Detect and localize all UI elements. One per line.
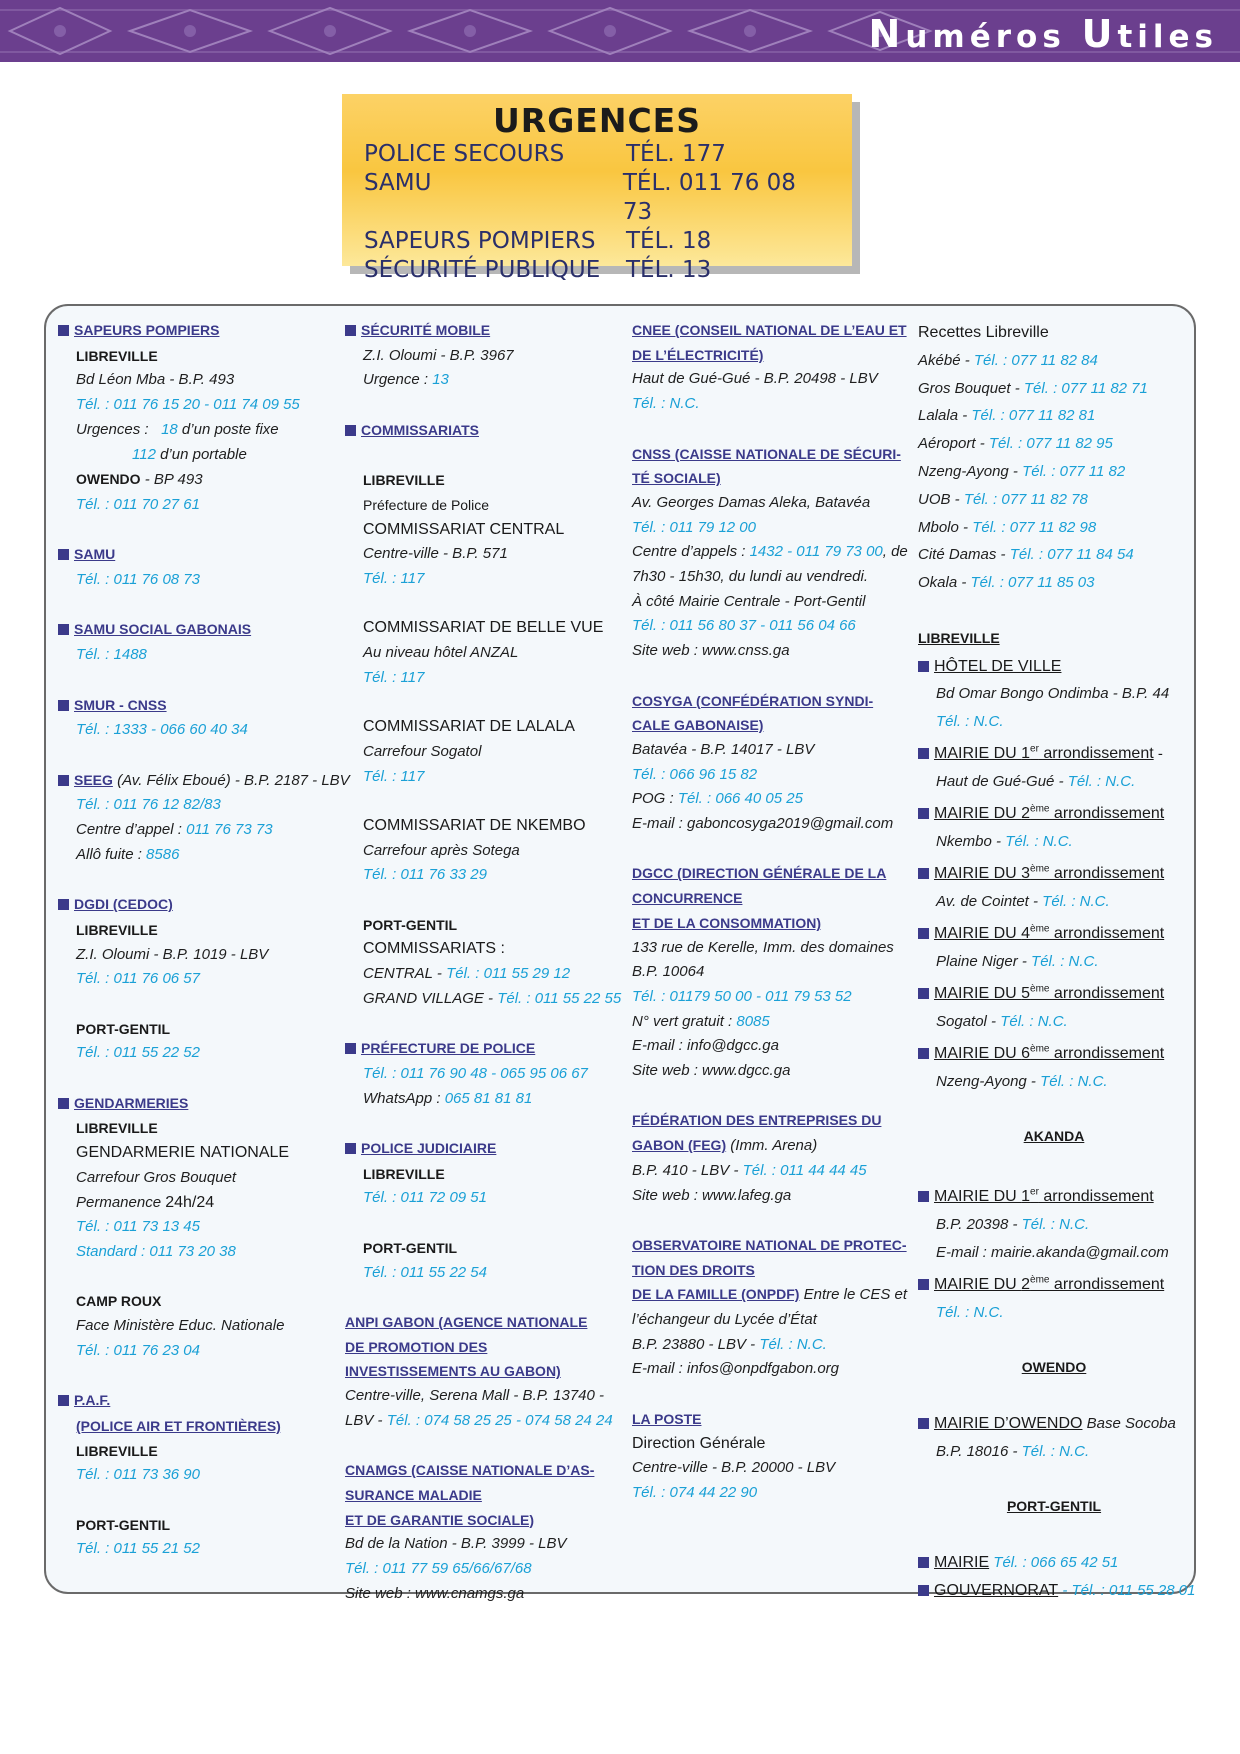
phone: Tél. : N.C. — [1021, 1442, 1090, 1460]
mairie-label: MAIRIE DU — [934, 745, 1022, 763]
city-label: OWENDO — [76, 471, 141, 488]
phone: Tél. : 011 56 80 37 - 011 56 04 66 — [632, 617, 856, 635]
phone: Tél. : 077 11 82 95 — [988, 435, 1113, 453]
urgences-tel: TÉL. 177 — [626, 141, 726, 167]
label: LBV - — [345, 1411, 387, 1429]
phone: Tél. : 011 73 36 90 — [76, 1466, 200, 1484]
section-heading: SAMU SOCIAL GABONAIS — [74, 621, 252, 638]
phone: Tél. : 1488 — [76, 646, 147, 664]
phone: Tél. : 011 55 29 12 — [446, 965, 571, 983]
urgences-label: SÉCURITÉ PUBLIQUE — [364, 257, 601, 283]
website: Site web : www.dgcc.ga — [632, 1062, 791, 1080]
city-label: PORT-GENTIL — [363, 916, 458, 933]
address: Centre-ville - B.P. 571 — [363, 545, 508, 563]
phone: Tél. : 011 76 90 48 - 065 95 06 67 — [363, 1064, 588, 1082]
note: d’un poste fixe — [181, 420, 279, 438]
phone: Tél. : 077 11 82 — [1022, 462, 1126, 480]
website: Site web : www.cnss.ga — [632, 642, 790, 660]
header-banner — [0, 0, 1240, 62]
address: Haut de Gué-Gué - B.P. 20498 - LBV — [632, 370, 878, 388]
address: Nkembo - — [936, 833, 1006, 850]
mairie-number: 6 — [1021, 1044, 1031, 1062]
mairie-arr: arrondissement — [1049, 1044, 1165, 1062]
mairie-arr: arrondissement — [1049, 865, 1165, 883]
address: (Av. Félix Eboué) - B.P. 2187 - LBV — [112, 771, 350, 789]
place-name: GOUVERNORAT — [934, 1581, 1059, 1599]
mairie-ordinal: ème — [1030, 1043, 1050, 1055]
urgences-tel: TÉL. 13 — [626, 257, 712, 283]
note: d’un portable — [160, 445, 247, 463]
phone: Tél. : 077 11 82 71 — [1023, 379, 1148, 397]
section-heading: PRÉFECTURE DE POLICE — [361, 1040, 536, 1057]
address: Bd de la Nation - B.P. 3999 - LBV — [345, 1535, 567, 1553]
mairie-label: MAIRIE DU — [934, 1044, 1022, 1062]
section-heading: LA POSTE — [632, 1410, 702, 1427]
section-heading: PORT-GENTIL — [1006, 1498, 1102, 1515]
section-heading: INVESTISSEMENTS AU GABON) — [345, 1363, 561, 1380]
phone: Tél. : N.C. — [1042, 892, 1110, 910]
place-name: COMMISSARIATS : — [363, 940, 505, 958]
place-name: Aéroport - — [918, 435, 989, 453]
section-heading: ET DE GARANTIE SOCIALE) — [345, 1511, 535, 1528]
city-label: PORT-GENTIL — [363, 1239, 458, 1256]
section-heading: DE PROMOTION DES — [345, 1338, 488, 1355]
address: Base Socoba — [1082, 1414, 1176, 1432]
place-name: Akébé - — [918, 351, 974, 369]
address: Centre-ville - B.P. 20000 - LBV — [632, 1459, 836, 1477]
place-name: MAIRIE — [934, 1553, 990, 1571]
mairie-arr: arrondissement — [1038, 1188, 1154, 1206]
address: Face Ministère Educ. Nationale — [76, 1317, 285, 1334]
address: Au niveau hôtel ANZAL — [363, 644, 519, 662]
phone: Tél. : 011 55 22 52 — [76, 1044, 200, 1062]
address: Entre le CES et — [799, 1286, 908, 1304]
city-label: LIBREVILLE — [76, 347, 158, 364]
phone: Tél. : 011 76 23 04 — [76, 1341, 200, 1359]
phone: Tél. : N.C. — [632, 395, 700, 413]
bullet-square-icon — [918, 868, 929, 879]
address: Nzeng-Ayong - — [936, 1072, 1041, 1090]
phone: Tél. : 077 11 84 54 — [1009, 546, 1134, 564]
mairie-number: 1 — [1021, 745, 1031, 763]
mairie-label: MAIRIE DU — [934, 865, 1022, 883]
phone: Tél. : 077 11 82 78 — [963, 490, 1088, 508]
address: 133 rue de Kerelle, Imm. des domaines — [632, 938, 894, 956]
urgences-label: POLICE SECOURS — [364, 141, 565, 167]
phone: Tél. : 077 11 85 03 — [970, 574, 1095, 592]
address: Carrefour Sogatol — [363, 742, 482, 760]
phone: Tél. : N.C. — [1000, 1012, 1068, 1030]
phone: Tél. : 077 11 82 84 — [973, 351, 1098, 369]
place-name: Gros Bouquet - — [918, 379, 1024, 397]
phone: 1432 - 011 79 73 00 — [749, 543, 883, 561]
section-heading: OBSERVATOIRE NATIONAL DE PROTEC- — [632, 1236, 907, 1253]
bullet-square-icon — [58, 1098, 69, 1109]
phone: Tél. : 117 — [363, 668, 425, 686]
place-name: Cité Damas - — [918, 546, 1010, 564]
phone: Tél. : 011 79 12 00 — [632, 518, 756, 536]
bullet-square-icon — [58, 624, 69, 635]
hours: 7h30 - 15h30, du lundi au vendredi. — [632, 568, 869, 586]
urgences-row — [364, 227, 830, 256]
bullet-square-icon — [918, 1048, 929, 1059]
phone: 18 — [161, 420, 178, 438]
address: Carrefour Gros Bouquet — [76, 1168, 237, 1186]
mairie-number: 4 — [1021, 925, 1031, 943]
mairie-label: MAIRIE DU — [934, 805, 1022, 823]
mairie-label: MAIRIE DU — [934, 1188, 1022, 1206]
dash: - — [1153, 745, 1163, 763]
phone: Tél. : N.C. — [936, 1303, 1004, 1321]
phone: Tél. : 117 — [363, 570, 425, 587]
place-name: COMMISSARIAT DE BELLE VUE — [363, 619, 604, 637]
mairie-label: MAIRIE DU — [934, 984, 1022, 1002]
phone: Tél. : N.C. — [1040, 1072, 1108, 1090]
section-heading: GABON (FEG) — [632, 1137, 727, 1154]
mairie-ordinal: ème — [1030, 923, 1050, 935]
label: Permanence — [76, 1193, 166, 1211]
phone: Tél. : 074 44 22 90 — [632, 1483, 758, 1501]
mairie-number: 2 — [1021, 1275, 1031, 1293]
label: N° vert gratuit : — [632, 1012, 737, 1030]
phone: Tél. : 077 11 82 81 — [971, 407, 1096, 425]
place-name: Mbolo - — [918, 518, 973, 536]
address: Av. de Cointet - — [936, 892, 1043, 910]
email: E-mail : infos@onpdfgabon.org — [632, 1360, 840, 1378]
bullet-square-icon — [345, 325, 356, 336]
phone: Tél. : 011 76 08 73 — [76, 571, 200, 589]
mairie-number: 2 — [1021, 805, 1031, 823]
section-heading: CNEE (CONSEIL NATIONAL DE L’EAU ET — [632, 322, 907, 338]
phone: Tél. : 01179 50 00 - 011 79 53 52 — [632, 987, 852, 1005]
mairie-number: 1 — [1021, 1188, 1031, 1206]
mairie-label: MAIRIE DU — [934, 925, 1022, 943]
city-label: LIBREVILLE — [76, 1442, 158, 1459]
bullet-square-icon — [918, 808, 929, 819]
address: Av. Georges Damas Aleka, Batavéa — [632, 493, 871, 511]
address: Z.I. Oloumi - B.P. 1019 - LBV — [76, 945, 269, 963]
section-heading: DGDI (CEDOC) — [74, 896, 173, 913]
banner-title-u: U — [1081, 12, 1118, 56]
place-name: GENDARMERIE NATIONALE — [76, 1144, 290, 1162]
section-heading: FÉDÉRATION DES ENTREPRISES DU — [632, 1112, 882, 1129]
place-name: UOB - — [918, 490, 964, 508]
section-heading: ET DE LA CONSOMMATION) — [632, 914, 821, 931]
address: Plaine Niger - — [936, 952, 1032, 970]
phone: Tél. : 066 96 15 82 — [632, 765, 758, 783]
mairie-label: MAIRIE DU — [934, 1275, 1022, 1293]
label: Urgence : — [363, 371, 433, 389]
banner-title — [869, 12, 1218, 56]
label: POG : — [632, 790, 678, 808]
phone: Tél. : 1333 - 066 60 40 34 — [76, 721, 248, 739]
address: B.P. 20398 - — [936, 1216, 1022, 1233]
banner-title-n: N — [868, 12, 906, 56]
phone: Tél. : 011 55 21 52 — [76, 1540, 200, 1558]
label: , de — [882, 543, 908, 561]
section-heading: SURANCE MALADIE — [345, 1486, 482, 1503]
column-2 — [345, 318, 625, 1606]
address: - BP 493 — [140, 471, 203, 489]
phone: 8085 — [736, 1012, 770, 1030]
value: 24h/24 — [165, 1193, 215, 1211]
section-heading: DGCC (DIRECTION GÉNÉRALE DE LA — [632, 865, 887, 882]
address: l’échangeur du Lycée d’État — [632, 1311, 817, 1329]
phone: - Tél. : 011 55 28 01 — [1058, 1581, 1196, 1599]
column-4 — [918, 319, 1196, 1604]
mairie-arr: arrondissement — [1049, 1275, 1165, 1293]
section-heading: CNSS (CAISSE NATIONALE DE SÉCURI- — [632, 445, 901, 462]
bullet-square-icon — [58, 899, 69, 910]
place-name: MAIRIE D’OWENDO — [934, 1414, 1083, 1432]
section-heading: CALE GABONAISE) — [632, 717, 764, 734]
urgences-label: Urgences : — [76, 420, 149, 438]
phone: Tél. : 011 76 15 20 - 011 74 09 55 — [76, 396, 300, 414]
mairie-arr: arrondissement — [1049, 925, 1165, 943]
place-name: Okala - — [918, 574, 971, 592]
section-heading: CNAMGS (CAISSE NATIONALE D’AS- — [345, 1462, 595, 1479]
mairie-ordinal: er — [1030, 1186, 1039, 1198]
email: E-mail : gaboncosyga2019@gmail.com — [632, 815, 894, 833]
phone: Tél. : N.C. — [1021, 1216, 1090, 1233]
address: À côté Mairie Centrale - Port-Gentil — [632, 592, 866, 610]
phone: Tél. : 011 76 33 29 — [363, 866, 487, 884]
label: Centre d’appel : — [76, 821, 187, 838]
phone: Tél. : 066 40 05 25 — [677, 790, 803, 808]
place-name: COMMISSARIAT DE LALALA — [363, 718, 575, 736]
address: B.P. 18016 - — [936, 1442, 1022, 1460]
phone: 13 — [432, 371, 449, 389]
mairie-ordinal: ème — [1030, 1274, 1050, 1286]
phone: Tél. : 011 55 22 55 — [497, 989, 622, 1007]
address: Bd Léon Mba - B.P. 493 — [76, 371, 235, 389]
email: E-mail : mairie.akanda@gmail.com — [936, 1243, 1169, 1261]
label: Allô fuite : — [76, 845, 147, 863]
bullet-square-icon — [345, 425, 356, 436]
banner-title-part1: uméros — [905, 19, 1082, 55]
phone: Tél. : N.C. — [759, 1335, 827, 1353]
city-label: PORT-GENTIL — [76, 1020, 171, 1037]
city-label: LIBREVILLE — [363, 1165, 445, 1182]
phone: Tél. : 011 70 27 61 — [76, 495, 200, 513]
phone: Tél. : 074 58 25 25 - 074 58 24 24 — [386, 1411, 613, 1429]
mairie-ordinal: ème — [1030, 863, 1050, 875]
place-name: Direction Générale — [632, 1434, 766, 1452]
urgences-row — [364, 256, 830, 285]
phone: Tél. : N.C. — [1067, 773, 1136, 791]
bullet-square-icon — [918, 928, 929, 939]
place-name: COMMISSARIAT CENTRAL — [363, 520, 565, 538]
label: WhatsApp : — [363, 1089, 445, 1107]
mairie-ordinal: er — [1030, 743, 1039, 755]
bullet-square-icon — [918, 1418, 929, 1429]
address: B.P. 410 - LBV - — [632, 1161, 743, 1179]
section-heading: GENDARMERIES — [74, 1094, 189, 1111]
bullet-square-icon — [58, 700, 69, 711]
place-name: HÔTEL DE VILLE — [934, 657, 1062, 675]
section-heading: SEEG — [74, 771, 113, 788]
section-heading: LIBREVILLE — [918, 629, 1000, 646]
column-1 — [58, 318, 350, 1562]
city-label: LIBREVILLE — [76, 921, 158, 938]
mairie-ordinal: ème — [1030, 983, 1050, 995]
section-heading: DE L’ÉLECTRICITÉ) — [632, 346, 764, 363]
bullet-square-icon — [58, 1395, 69, 1406]
place-name: Nzeng-Ayong - — [918, 462, 1023, 480]
phone: Tél. : N.C. — [936, 713, 1004, 731]
section-heading: SAPEURS POMPIERS — [74, 322, 220, 338]
phone: Tél. : 011 72 09 51 — [363, 1189, 487, 1207]
phone: Tél. : 011 76 12 82/83 — [76, 796, 221, 814]
column-3 — [632, 318, 917, 1506]
bullet-square-icon — [918, 1191, 929, 1202]
bullet-square-icon — [918, 1585, 929, 1596]
bullet-square-icon — [58, 775, 69, 786]
urgences-box — [342, 94, 852, 283]
mairie-arr: arrondissement — [1049, 984, 1165, 1002]
section-heading: TÉ SOCIALE) — [632, 470, 721, 487]
city-label: PORT-GENTIL — [76, 1516, 171, 1533]
city-label: LIBREVILLE — [76, 1120, 158, 1137]
label: GRAND VILLAGE - — [363, 989, 498, 1007]
label: Centre d’appels : — [632, 543, 750, 561]
mairie-ordinal: ème — [1030, 803, 1050, 815]
urgences-row — [364, 169, 830, 227]
section-heading: AKANDA — [1023, 1128, 1085, 1145]
address: B.P. 10064 — [632, 963, 705, 981]
address: Batavéa - B.P. 14017 - LBV — [632, 740, 815, 758]
section-heading: SÉCURITÉ MOBILE — [361, 322, 491, 338]
phone: Tél. : N.C. — [1031, 952, 1099, 970]
bullet-square-icon — [58, 549, 69, 560]
section-heading: SMUR - CNSS — [74, 696, 167, 713]
phone: Tél. : 011 55 22 54 — [363, 1263, 487, 1281]
mairie-number: 5 — [1021, 984, 1031, 1002]
place-name: COMMISSARIAT DE NKEMBO — [363, 816, 586, 834]
address: Z.I. Oloumi - B.P. 3967 — [363, 346, 514, 364]
address: Haut de Gué-Gué - — [936, 773, 1068, 791]
phone: Tél. : 117 — [363, 767, 425, 785]
phone: Tél. : 011 73 13 45 — [76, 1218, 200, 1236]
urgences-row — [364, 140, 830, 169]
address: (Imm. Arena) — [726, 1137, 818, 1155]
bullet-square-icon — [345, 1143, 356, 1154]
website: Site web : www.lafeg.ga — [632, 1186, 792, 1204]
website: Site web : www.cnamgs.ga — [345, 1584, 525, 1602]
email: E-mail : info@dgcc.ga — [632, 1037, 779, 1055]
section-heading: P.A.F. — [74, 1392, 111, 1409]
phone: Tél. : 077 11 82 98 — [972, 518, 1097, 536]
banner-title-part2: tiles — [1117, 19, 1218, 55]
section-heading: COMMISSARIATS — [361, 421, 479, 438]
section-heading: OWENDO — [1021, 1359, 1087, 1376]
label: CENTRAL - — [363, 965, 447, 983]
section-heading: COSYGA (CONFÉDÉRATION SYNDI- — [632, 692, 874, 709]
urgences-label: SAMU — [364, 170, 432, 196]
address: B.P. 23880 - LBV - — [632, 1335, 760, 1353]
section-heading: POLICE JUDICIAIRE — [361, 1140, 497, 1157]
phone: 065 81 81 81 — [444, 1089, 533, 1107]
urgences-label: SAPEURS POMPIERS — [364, 228, 596, 254]
address: Bd Omar Bongo Ondimba - B.P. 44 — [936, 685, 1170, 703]
section-heading: TION DES DROITS — [632, 1261, 755, 1278]
phone: Tél. : 066 65 42 51 — [989, 1553, 1119, 1571]
place-name: Préfecture de Police — [363, 496, 490, 513]
place-name: Lalala - — [918, 407, 972, 425]
bullet-square-icon — [918, 661, 929, 672]
section-heading: (POLICE AIR ET FRONTIÈRES) — [76, 1417, 281, 1434]
mairie-number: 3 — [1021, 865, 1031, 883]
mairie-arr: arrondissement — [1038, 745, 1154, 763]
phone: Tél. : 011 44 44 45 — [742, 1161, 867, 1179]
mairie-arr: arrondissement — [1049, 805, 1165, 823]
bullet-square-icon — [345, 1043, 356, 1054]
urgences-tel: TÉL. 011 76 08 73 — [622, 170, 796, 225]
phone: Tél. : 011 76 06 57 — [76, 970, 200, 988]
phone: 8586 — [146, 845, 180, 863]
phone: 011 76 73 73 — [186, 821, 273, 838]
bullet-square-icon — [918, 1279, 929, 1290]
phone: 112 — [132, 445, 156, 463]
section-heading: ANPI GABON (AGENCE NATIONALE — [345, 1313, 588, 1330]
bullet-square-icon — [918, 748, 929, 759]
phone: Tél. : 011 77 59 65/66/67/68 — [345, 1559, 532, 1577]
address: Carrefour après Sotega — [363, 841, 520, 859]
urgences-tel: TÉL. 18 — [626, 228, 712, 254]
bullet-square-icon — [58, 325, 69, 336]
urgences-title: URGENCES — [493, 101, 701, 140]
city-label: CAMP ROUX — [76, 1293, 162, 1310]
section-heading: SAMU — [74, 546, 116, 563]
bullet-square-icon — [918, 1557, 929, 1568]
phone: Standard : 011 73 20 38 — [76, 1242, 236, 1260]
section-heading: DE LA FAMILLE (ONPDF) — [632, 1286, 800, 1303]
section-heading: CONCURRENCE — [632, 890, 743, 907]
phone: Tél. : N.C. — [1005, 833, 1073, 850]
section-heading: Recettes Libreville — [918, 324, 1049, 341]
bullet-square-icon — [918, 988, 929, 999]
city-label: LIBREVILLE — [363, 472, 445, 489]
address: Sogatol - — [936, 1012, 1001, 1030]
address: Centre-ville, Serena Mall - B.P. 13740 - — [345, 1387, 605, 1405]
